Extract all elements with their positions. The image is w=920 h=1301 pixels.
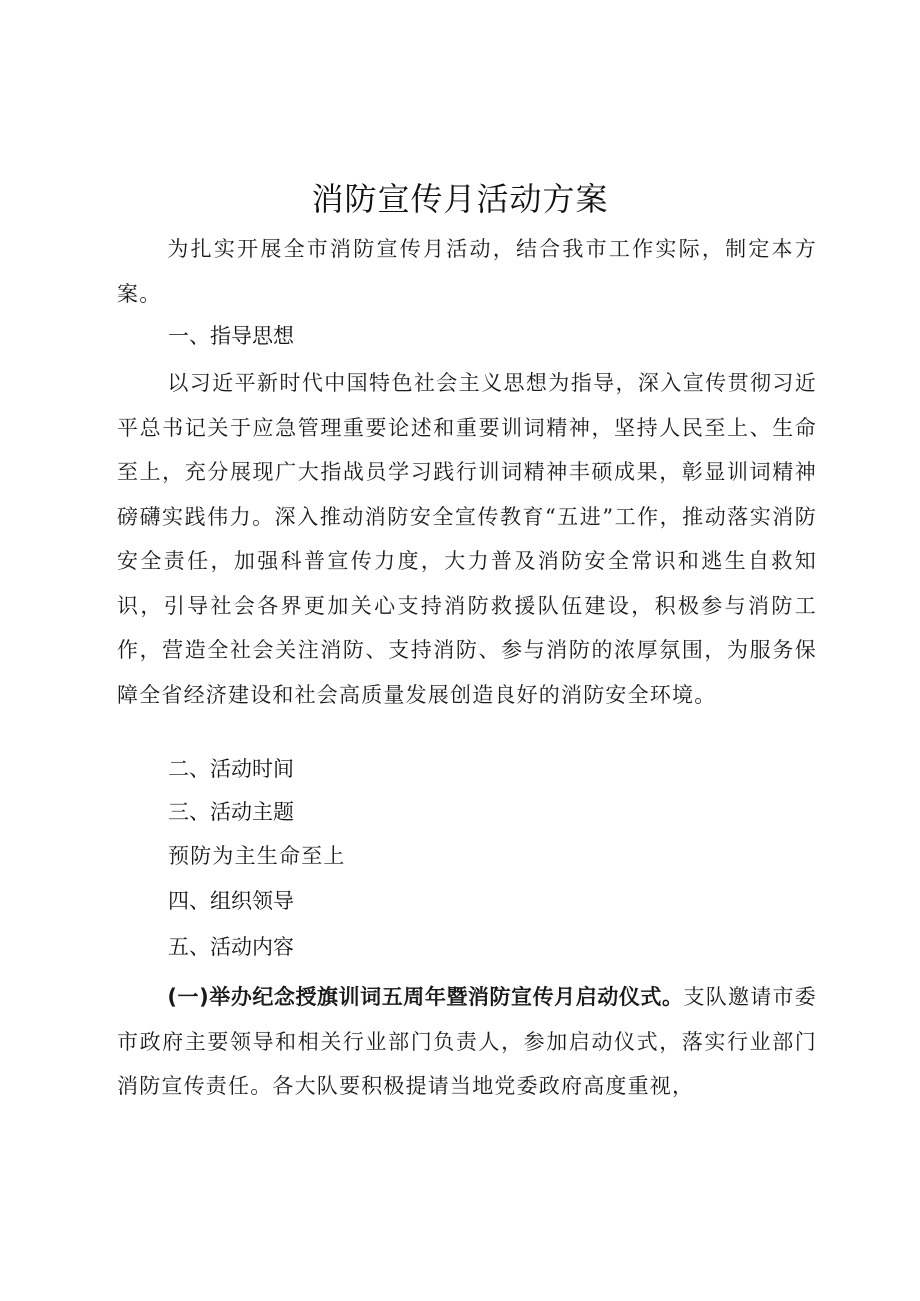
intro-paragraph: 为扎实开展全市消防宣传月活动，结合我市工作实际，制定本方案。 (117, 237, 817, 306)
item-1-body: 支队邀请市委市政府主要领导和相关行业部门负责人，参加启动仪式，落实行业部门消防宣传责任。各大队要积极提请当地党委政府高度重视， (117, 985, 817, 1098)
section-heading-activity-content: 五、活动内容 (168, 935, 294, 959)
section-heading-organization: 四、组织领导 (168, 889, 294, 913)
section-heading-activity-time: 二、活动时间 (168, 757, 294, 781)
document-title: 消防宣传月活动方案 (311, 180, 609, 218)
activity-theme-text: 预防为主生命至上 (168, 844, 346, 868)
activity-content-item-1 (117, 975, 817, 1109)
section-heading-activity-theme: 三、活动主题 (168, 800, 294, 824)
section-body-guiding-ideology: 以习近平新时代中国特色社会主义思想为指导，深入宣传贯彻习近平总书记关于应急管理重要论述和重要训词精神，坚持人民至上、生命至上，充分展现广大指战员学习践行训词精神丰硕成果，彰显训词精神磅礴实践伟力。深入推动消防安全宣传教育“五进”工作，推动落实消防安全责任，加强科普宣传力度，大力普及消防安全常识和逃生自救知识，引导社会各界更加关心支持消防救援队伍建设，积极参与消防工作，营造全社会关注消防、支持消防、参与消防的浓厚氛围，为服务保障全省经济建设和社会高质量发展创造良好的消防安全环境。 (117, 371, 817, 707)
item-1-lead: (一)举办纪念授旗训词五周年暨消防宣传月启动仪式。 (167, 985, 684, 1009)
section-heading-guiding-ideology: 一、指导思想 (168, 324, 294, 348)
